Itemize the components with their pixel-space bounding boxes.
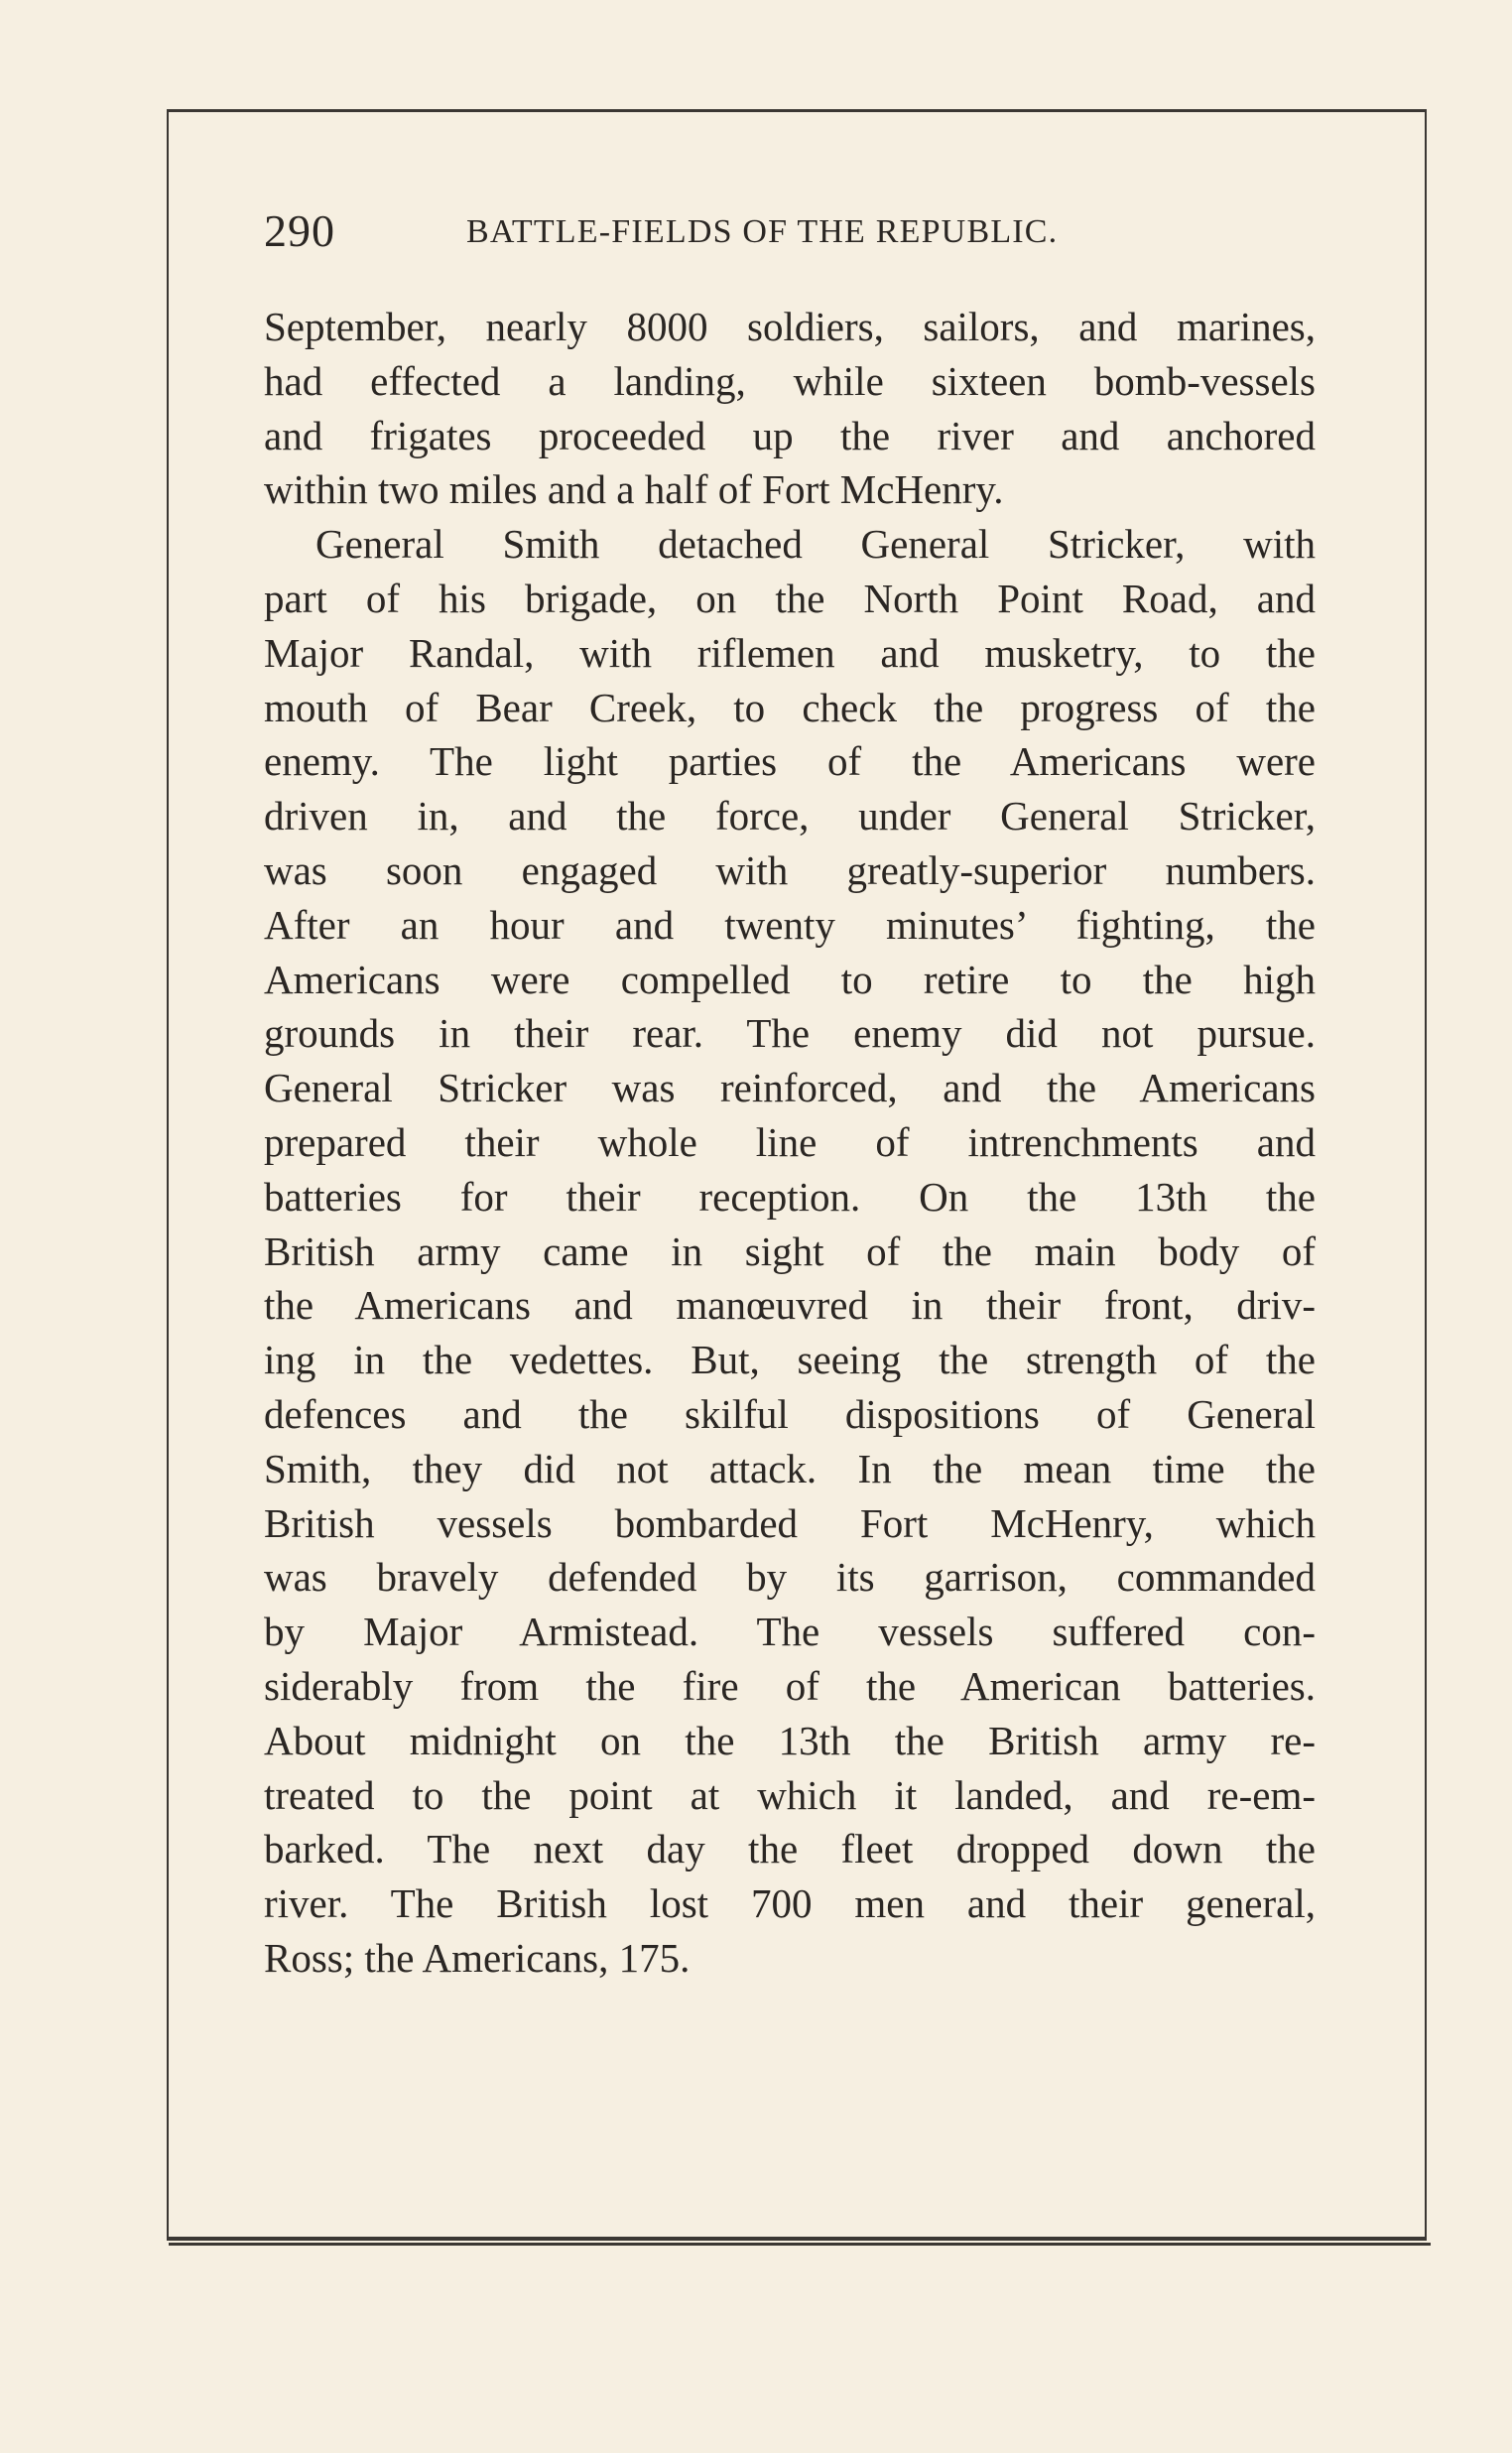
text-line: grounds in their rear. The enemy did not pursue.: [264, 1010, 1316, 1057]
text-line: British army came in sight of the main body of: [264, 1227, 1316, 1274]
text-line: General Stricker was reinforced, and the Americans: [264, 1065, 1316, 1111]
text-line: within two miles and a half of Fort McHenry.: [264, 466, 1004, 513]
text-line: prepared their whole line of intrenchments and: [264, 1118, 1316, 1165]
text-line: After an hour and twenty minutes’ fighting, the: [264, 901, 1316, 948]
body-text: [264, 300, 1316, 1986]
text-line: defences and the skilful dispositions of General: [264, 1390, 1316, 1437]
text-line: enemy. The light parties of the Americans were: [264, 738, 1316, 785]
text-line: About midnight on the 13th the British army re-: [264, 1717, 1316, 1763]
paragraph: [264, 300, 1316, 517]
text-line: Americans were compelled to retire to the high: [264, 956, 1316, 1002]
text-line: ing in the vedettes. But, seeing the strength of the: [264, 1337, 1316, 1383]
text-line: by Major Armistead. The vessels suffered con-: [264, 1609, 1316, 1655]
running-head: [264, 201, 1316, 261]
text-line: batteries for their reception. On the 13th the: [264, 1173, 1316, 1220]
text-line: siderably from the fire of the American batteries.: [264, 1662, 1316, 1709]
text-line: Major Randal, with riflemen and musketry, to the: [264, 629, 1316, 676]
text-line: September, nearly 8000 soldiers, sailors, and marines,: [264, 304, 1316, 349]
running-title: BATTLE-FIELDS OF THE REPUBLIC.: [466, 213, 1059, 250]
text-line: and frigates proceeded up the river and anchored: [264, 412, 1316, 458]
text-line: the Americans and manœuvred in their front, driv-: [264, 1282, 1316, 1329]
text-line: river. The British lost 700 men and their general,: [264, 1880, 1316, 1927]
text-line: driven in, and the force, under General Stricker,: [264, 793, 1316, 839]
text-line: General Smith detached General Stricker, with: [315, 521, 1316, 568]
text-line: Smith, they did not attack. In the mean time the: [264, 1445, 1316, 1491]
text-line: had effected a landing, while sixteen bomb-vessels: [264, 357, 1316, 404]
text-line: was soon engaged with greatly-superior numbers.: [264, 846, 1316, 893]
page-number: 290: [264, 205, 335, 256]
text-line: barked. The next day the fleet dropped down the: [264, 1826, 1316, 1872]
text-line: mouth of Bear Creek, to check the progress of the: [264, 684, 1316, 730]
paragraph: [264, 517, 1316, 1986]
text-line: Ross; the Americans, 175.: [264, 1934, 691, 1981]
text-line: British vessels bombarded Fort McHenry, which: [264, 1499, 1316, 1546]
text-line: part of his brigade, on the North Point Road, and: [264, 575, 1316, 621]
text-line: treated to the point at which it landed, and re-em-: [264, 1771, 1316, 1818]
text-line: was bravely defended by its garrison, commanded: [264, 1554, 1316, 1601]
